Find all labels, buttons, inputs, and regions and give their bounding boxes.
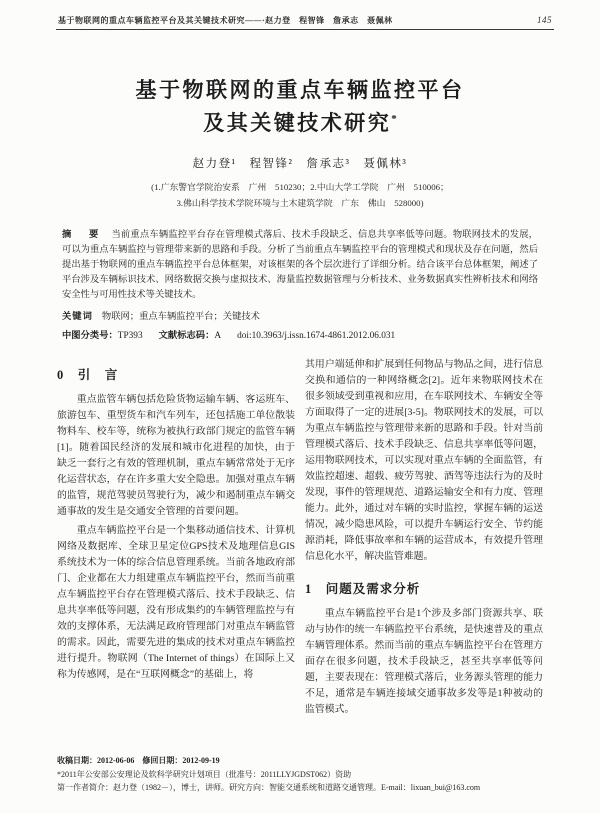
received-dates: 收稿日期：2012-06-06 修回日期：2012-09-19 [57,756,220,766]
first-author-bio: 第一作者简介：赵力登（1982－），博士，讲师。研究方向：智能交通系统和道路交通管理。E-mail：lixuan_bui@163.com [57,783,481,793]
keywords-text: 物联网；重点车辆监控平台；关键技术 [101,311,260,322]
paragraph: 重点车辆监控平台是一个集移动通信技术、计算机网络及数据库、全球卫星定位GPS技术及地理信息GIS系统技术为一体的综合信息管理系统。当前各地政府部门、企业都在大力组建重点车辆监控平台，然而当前重点车辆监控平台存在管理模式落后、技术手段缺乏、信息共享率低等问题，没有形成集约的车辆管理监控与有效的支撑体系，无法满足政府管理部门对重点车辆监管的需求。因此，需要先进的集成的技术对重点车辆监控进行提升。物联网（The Internet of things）在国际上又称为传感网，是在“互联网概念”的基础上，将 [57,524,295,681]
classification-line [62,327,538,341]
affiliation-line1: (1.广东警官学院治安系 广州 510230；2.中山大学工学院 广州 510006； [151,182,449,193]
page-number: 145 [537,15,552,25]
affiliations [0,180,600,211]
paper-title-line1: 基于物联网的重点车辆监控平台 [135,78,465,102]
title-footnote-star: * [391,113,397,126]
body-columns [57,357,543,722]
footnote-block [57,754,550,795]
doi-text: doi:10.3963/j.issn.1674-4861.2012.06.031 [237,330,396,341]
paragraph: 其用户端延伸和扩展到任何物品与物品之间，进行信息交换和通信的一种网络概念[2]。近年来物联网技术在很多领域受到重视和应用，在车联网技术、车辆安全等方面取得了一定的进展[3-5]。物联网技术的发展，可以为重点车辆监控与管理带来新的思路和手段。针对当前管理模式落后、技术手段缺乏、信息共享率低等问题，运用物联网技术，可以实现对重点车辆的全面监管，有效监控超速、超载、疲劳驾驶、酒驾等违法行为的及时发现，事件的管理规范、道路运输安全和有力度、管理能力。此外，通过对车辆的实时监控，掌握车辆的运送情况，减少隐患风险，可以提升车辆运行安全、节约能源消耗，降低事故率和车辆的运营成本，有效提升管理信息化水平，解决监管难题。 [305,358,543,563]
abstract-label: 摘 要 [62,230,103,241]
abstract-block [62,228,538,302]
section-1-heading: 1 问题及需求分析 [305,582,421,597]
doc-code-value: A [214,330,222,341]
doc-code-label: 文献标志码： [158,330,215,341]
header-divider [56,29,554,30]
abstract-text: 当前重点车辆监控平台存在管理模式落后、技术手段缺乏、信息共享率低等问题。物联网技术的发展，可以为重点车辆监控与管理带来新的思路和手段。分析了当前重点车辆监控平台的管理模式和现状及存在问题，然后提出基于物联网的重点车辆监控平台总体框架，对该框架的各个层次进行了详细分析。结合该平台总体框架，阐述了平台涉及车辆标识技术、网络数据交换与虚拟技术、海量监控数据管理与分析技术、业务数据真实性辨析技术和网络安全性与可用性技术等关键技术。 [62,230,538,300]
paper-title [0,74,600,140]
paper-title-line2-text: 及其关键技术研究 [203,111,392,136]
clc-value: TP393 [117,330,143,341]
paragraph: 重点监管车辆包括危险货物运输车辆、客运班车、旅游包车、重型货车和汽车列车，还包括施工单位散装物料车、校车等，统称为被执行政部门规定的监管车辆[1]。随着国民经济的发展和城市化进程的加快，由于缺乏一套行之有效的管理机制，重点车辆常常处于无序化运营状态，存在许多重大安全隐患。加强对重点车辆的监管，规范驾驶员驾驶行为，减少和遏制重点车辆交通事故的发生是交通安全管理的首要问题。 [57,393,295,517]
running-title: 基于物联网的重点车辆监控平台及其关键技术研究——·赵力登 程智锋 詹承志 聂佩林 [58,16,393,25]
funding-note: *2011年公安部公安理论及软科学研究计划项目（批准号：2011LLYJGDST062）资助 [57,769,352,779]
affiliation-line2: 3.佛山科学技术学院环境与土木建筑学院 广东 佛山 528000) [176,197,424,208]
paper-title-line2 [0,107,600,140]
left-column [57,357,295,722]
paragraph: 重点车辆监控平台是1个涉及多部门资源共享、联动与协作的统一车辆监控平台系统，是快速普及的重点车辆管理体系。然而当前的重点车辆监控平台在管理方面存在很多问题，技术手段缺乏，甚至共享率低等问题，主要表现在：管理模式落后，业务源头管理的能力不足，通常是车辆连接域交通事故多发等是1种被动的监管模式。 [305,608,543,716]
section-0-heading: 0 引 言 [57,367,119,382]
clc-label: 中图分类号： [62,330,118,341]
keywords-line [62,308,538,322]
authors-line: 赵力登¹ 程智锋² 詹承志³ 聂佩林³ [192,158,408,171]
right-column [305,357,543,722]
page-header [58,15,552,26]
keywords-label: 关键词 [62,311,93,322]
